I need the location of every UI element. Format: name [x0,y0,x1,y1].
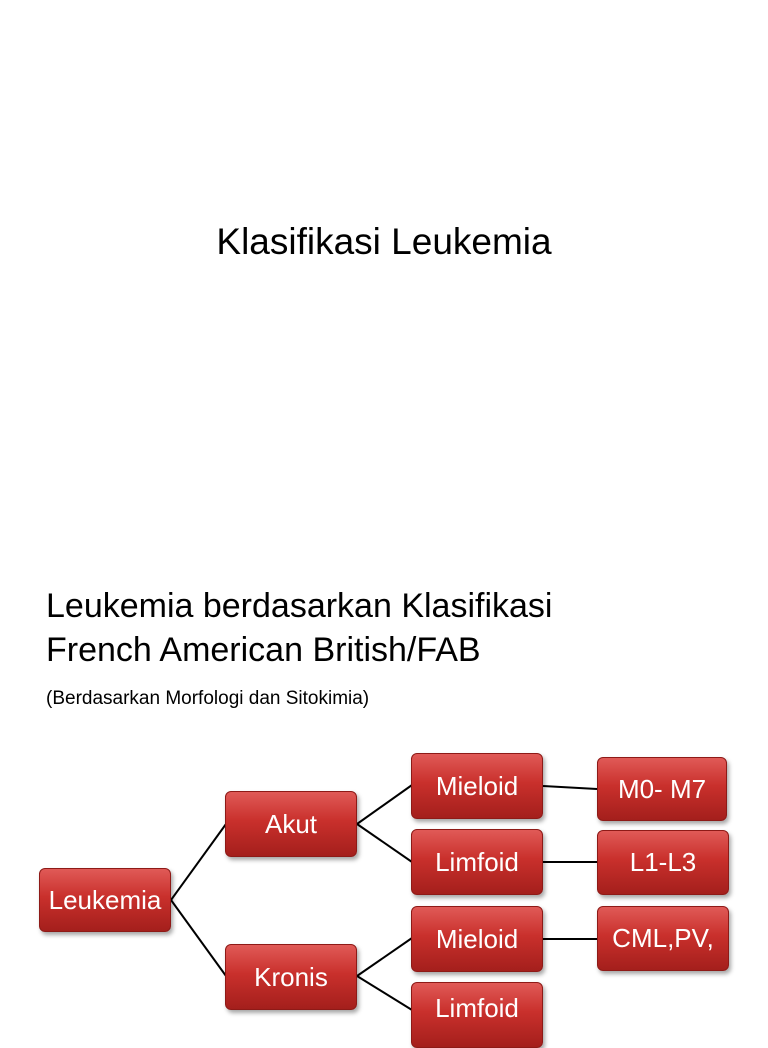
node-leukemia: Leukemia [39,868,171,932]
node-kronis-mieloid: Mieloid [411,906,543,972]
node-akut-mieloid: Mieloid [411,753,543,819]
node-kronis: Kronis [225,944,357,1010]
connector-mieloid-m0m7 [543,786,597,789]
node-leaf-l1-l3: L1-L3 [597,830,729,895]
node-leaf-m0-m7: M0- M7 [597,757,727,821]
connector-acute-limfoid [357,824,412,862]
heading-line-2: French American British/FAB [46,631,481,669]
connector-chronic-mieloid [357,938,412,976]
slide-title: Klasifikasi Leukemia [216,221,552,262]
connector-root-chronic [171,900,226,976]
node-kronis-limfoid: Limfoid [411,982,543,1048]
node-akut: Akut [225,791,357,857]
node-akut-limfoid: Limfoid [411,829,543,895]
heading-line-1: Leukemia berdasarkan Klasifikasi [46,587,553,625]
node-leaf-cml-pv: CML,PV, [597,906,729,971]
connector-acute-mieloid [357,785,412,824]
connector-root-acute [171,824,226,900]
section-subheading: (Berdasarkan Morfologi dan Sitokimia) [46,688,370,709]
connector-chronic-limfoid [357,976,412,1010]
